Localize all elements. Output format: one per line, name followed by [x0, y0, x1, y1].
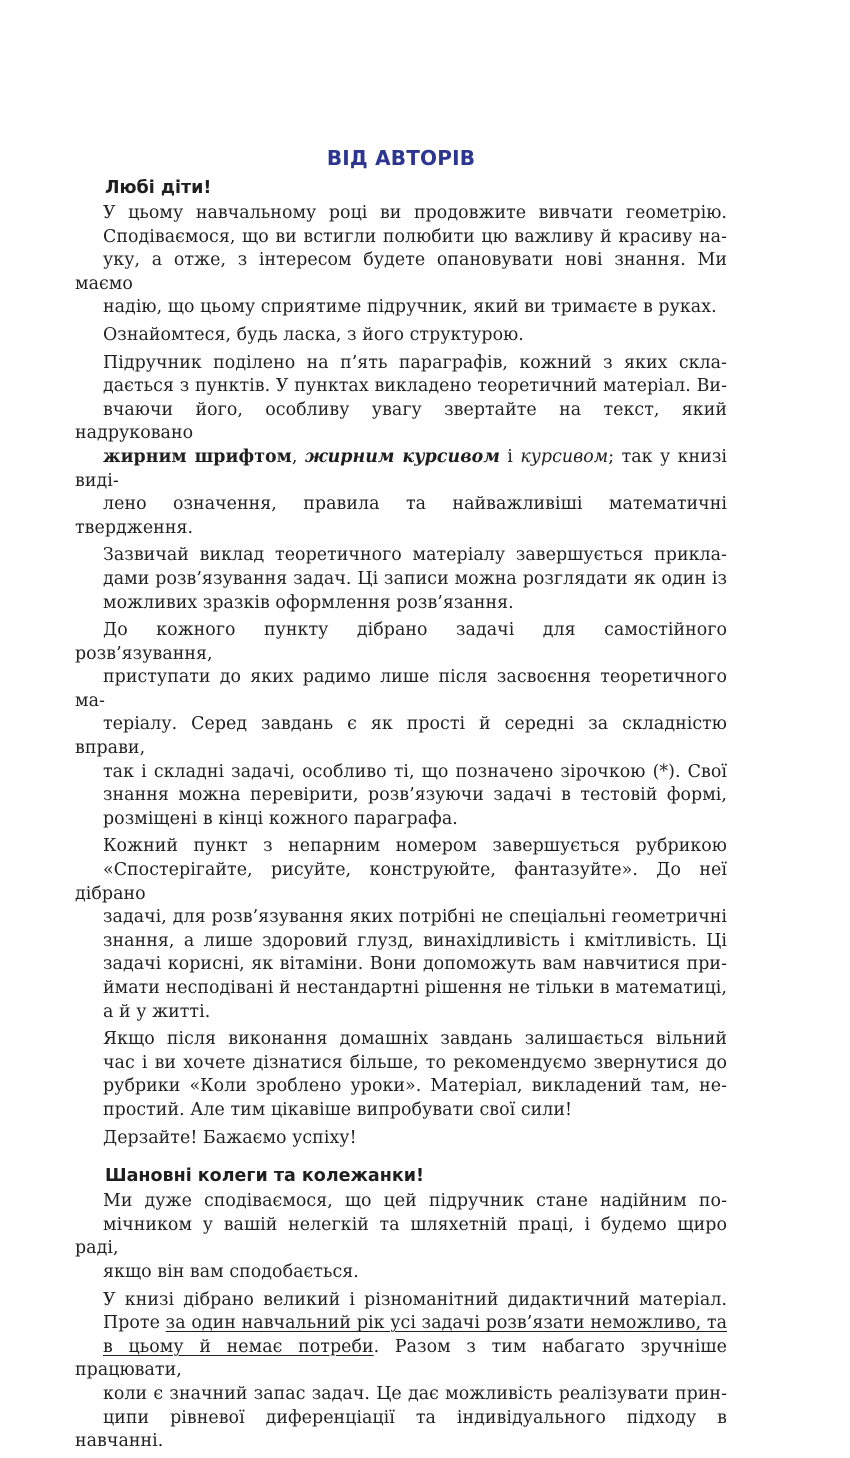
- text-line-underlined: [75, 1336, 727, 1383]
- text-line: вчаючи його, особливу увагу звертайте на текст, який надруковано: [75, 399, 727, 444]
- bold-text: жирним шрифтом: [103, 446, 292, 467]
- text-line: а й у житті.: [103, 1001, 211, 1022]
- bold-italic-text: жирним курсивом: [304, 446, 500, 467]
- paragraph-structure: [75, 324, 727, 348]
- page-content: [75, 146, 727, 1458]
- paragraph-good-luck: [75, 1127, 727, 1151]
- italic-text: курсивом: [520, 446, 609, 467]
- text-line: надію, що цьому сприятиме підручник, який ви тримаєте в руках.: [103, 297, 717, 318]
- text-line: теріалу. Серед завдань є як прості й середні за складністю вправи,: [75, 714, 727, 759]
- text-line: рубрики «Коли зроблено уроки». Матеріал, викладений там, не-: [103, 1076, 727, 1097]
- text-line: задачі, для розв’язування яких потрібні не спеціальні геометричні: [103, 907, 727, 928]
- text-line: розміщені в кінці кожного параграфа.: [103, 808, 458, 829]
- text-line: Підручник поділено на п’ять параграфів, кожний з яких скла-: [103, 352, 727, 373]
- text-line: знання можна перевірити, розв’язуючи задачі в тестовій формі,: [103, 785, 727, 806]
- line-start-text: Проте: [103, 1313, 166, 1334]
- text-line: уку, а отже, з інтересом будете опановувати нові знання. Ми маємо: [75, 250, 727, 294]
- text-line: У книзі дібрано великий і різноманітний дидактичний матеріал.: [103, 1289, 727, 1310]
- heading-dear-colleagues: Шановні колеги та колежанки!: [105, 1166, 424, 1187]
- text-line: Якщо після виконання домашніх завдань залишається вільний: [103, 1029, 727, 1050]
- text-line: Сподіваємося, що ви встигли полюбити цю важливу й красиву на-: [103, 226, 727, 247]
- paragraph-exercises: [75, 619, 727, 831]
- underlined-text: за один навчальний рік усі задачі розв’язати неможливо, та: [165, 1313, 727, 1334]
- text-line-formatting: [75, 446, 727, 493]
- separator-text: і: [499, 446, 521, 467]
- text-line: простий. Але тим цікавіше випробувати свої сили!: [103, 1099, 573, 1120]
- text-line: приступати до яких радимо лише після засвоєння теоретичного ма-: [75, 667, 727, 711]
- text-line: Ми дуже сподіваємося, що цей підручник стане надійним по-: [103, 1191, 727, 1212]
- text-line: дається з пунктів. У пунктах викладено теоретичний матеріал. Ви-: [103, 376, 727, 397]
- text-line: лено означення, правила та найважливіші математичні твердження.: [75, 494, 727, 538]
- text-line: мічником у вашій нелегкій та шляхетній праці, і будемо щиро раді,: [75, 1214, 727, 1259]
- underlined-text: в цьому й немає потреби: [103, 1336, 374, 1357]
- paragraph-didactic: [75, 1289, 727, 1454]
- paragraph-examples: [75, 544, 727, 615]
- text-line: Кожний пункт з непарним номером завершується рубрикою: [103, 836, 727, 857]
- text-line-underlined: [75, 1312, 727, 1336]
- text-line: так і складні задачі, особливо ті, що позначено зірочкою (*). Свої: [103, 761, 727, 782]
- line-rest-text: ; так у книзі виді-: [75, 446, 727, 491]
- text-line: Зазвичай виклад теоретичного матеріалу завершується прикла-: [103, 545, 727, 566]
- heading-dear-children: Любі діти!: [105, 178, 212, 198]
- text-line: До кожного пункту дібрано задачі для самостійного розв’язування,: [75, 620, 727, 664]
- text-line: «Спостерігайте, рисуйте, конструюйте, фантазуйте». До неї дібрано: [75, 860, 727, 904]
- separator-text: ,: [291, 446, 305, 467]
- text-line: Ознайомтеся, будь ласка, з його структурою.: [103, 324, 524, 345]
- text-line: коли є значний запас задач. Це дає можливість реалізувати прин-: [103, 1383, 727, 1404]
- text-line: знання, а лише здоровий глузд, винахідливість і кмітливість. Ці: [103, 930, 727, 951]
- text-line: задачі корисні, як вітаміни. Вони допоможуть вам навчитися при-: [103, 954, 727, 975]
- page-title: ВІД АВТОРІВ: [326, 146, 476, 170]
- text-line: можливих зразків оформлення розв’язання.: [103, 592, 514, 613]
- text-line: ймати несподівані й нестандартні рішення не тільки в математиці,: [103, 978, 727, 998]
- text-line: дами розв’язування задач. Ці записи можна розглядати як один із: [103, 568, 727, 589]
- text-line: У цьому навчальному році ви продовжите вивчати геометрію.: [103, 203, 727, 223]
- paragraph-extra: [75, 1028, 727, 1122]
- paragraph-rubric: [75, 835, 727, 1024]
- text-line: ципи рівневої диференціації та індивідуального підходу в навчанні.: [75, 1407, 727, 1452]
- text-line: час і ви хочете дізнатися більше, то рекомендуємо звернутися до: [103, 1052, 727, 1073]
- text-line: Дерзайте! Бажаємо успіху!: [103, 1127, 357, 1148]
- paragraph-intro: [75, 202, 727, 320]
- paragraph-teachers: [75, 1190, 727, 1284]
- line-rest-text: . Разом з тим набагато зручніше працювати,: [75, 1336, 727, 1381]
- paragraph-sections: [75, 352, 727, 541]
- text-line: якщо він вам сподобається.: [103, 1261, 359, 1282]
